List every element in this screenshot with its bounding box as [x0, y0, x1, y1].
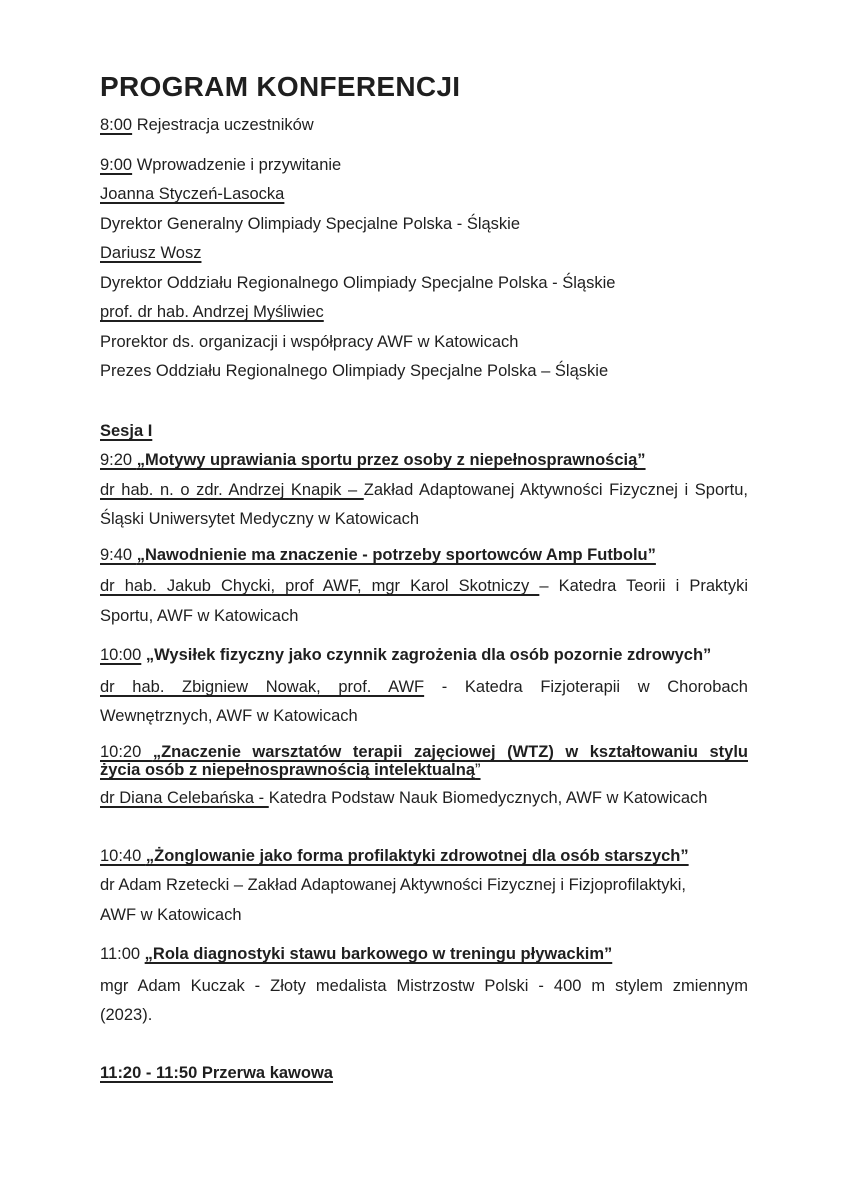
speaker-role-mysliwiec-2 — [100, 357, 748, 387]
text-run: Joanna Styczeń-Lasocka — [100, 185, 285, 203]
text-run: 9:20 — [100, 451, 137, 469]
text-run: Sportu, AWF w Katowicach — [100, 606, 299, 625]
text-run: dr Diana Celebańska - — [100, 789, 269, 807]
talk-1040-speaker — [100, 871, 748, 901]
talk-1000-title — [100, 641, 748, 671]
talk-1040-title — [100, 842, 748, 872]
talk-1040-speaker-cont — [100, 901, 748, 931]
text-run: Dariusz Wosz — [100, 244, 202, 262]
text-run: „Wysiłek fizyczny jako czynnik zagrożenia dla osób pozornie zdrowych” — [145, 646, 712, 664]
text-run: „Znaczenie warsztatów terapii zajęciowej (WTZ) w kształtowaniu stylu — [152, 742, 748, 761]
talk-1100-speaker-cont — [100, 1001, 748, 1031]
speaker-name-wosz — [100, 239, 748, 269]
text-run: 10:40 — [100, 846, 146, 865]
text-run: Śląski Uniwersytet Medyczny w Katowicach — [100, 510, 420, 528]
text-run: dr hab. Zbigniew Nowak, prof. AWF — [100, 677, 425, 696]
text-run: prof. dr hab. Andrzej Myśliwiec — [100, 303, 324, 321]
text-run: Zakład Adaptowanej Aktywności Fizycznej i Sportu, — [363, 480, 748, 499]
text-run: (2023). — [100, 1006, 153, 1024]
text-run: AWF w Katowicach — [100, 905, 242, 924]
text-run: dr hab. Jakub Chycki, prof AWF, mgr Karol Skotniczy — [100, 577, 540, 595]
text-run: Wewnętrznych, AWF w Katowicach — [100, 707, 358, 725]
text-run: „Żonglowanie jako forma profilaktyki zdrowotnej dla osób starszych” — [145, 846, 689, 865]
text-run: Prorektor ds. organizacji i współpracy AWF w Katowicach — [100, 332, 519, 351]
text-run: Wprowadzenie i przywitanie — [132, 155, 342, 174]
talk-1020-speaker — [100, 784, 748, 814]
registration-line — [100, 111, 748, 141]
talk-0940-speaker-cont — [100, 602, 748, 632]
talk-0920-title — [100, 446, 748, 476]
text-run: życia osób z niepełnosprawnością intelektualną — [100, 761, 476, 779]
text-run: 11:00 — [100, 945, 145, 963]
speaker-role-styczen-lasocka — [100, 210, 748, 240]
talk-0920-speaker-cont — [100, 505, 748, 535]
opening-line — [100, 151, 748, 181]
speaker-name-mysliwiec — [100, 298, 748, 328]
text-run: 11:20 - 11:50 Przerwa kawowa — [100, 1063, 333, 1082]
speaker-name-styczen-lasocka — [100, 180, 748, 210]
text-run: - Katedra Fizjoterapii w Chorobach — [424, 677, 748, 696]
talk-0940-title — [100, 541, 748, 571]
conference-program-title: PROGRAM KONFERENCJI — [100, 71, 461, 102]
speaker-role-wosz — [100, 269, 748, 299]
text-run: Dyrektor Oddziału Regionalnego Olimpiady Specjalne Polska - Śląskie — [100, 273, 616, 292]
text-run: „Motywy uprawiania sportu przez osoby z niepełnosprawnością” — [136, 451, 646, 469]
text-run: 10:00 — [100, 646, 142, 664]
text-run: Rejestracja uczestników — [132, 116, 314, 134]
talk-1000-speaker-cont — [100, 702, 748, 732]
document-body — [100, 111, 748, 1088]
text-run: – Katedra Teorii i Praktyki — [539, 577, 749, 595]
text-run: mgr Adam Kuczak - Złoty medalista Mistrzostw Polski - 400 m stylem zmiennym — [100, 976, 748, 995]
text-run: Prezes Oddziału Regionalnego Olimpiady Specjalne Polska – Śląskie — [100, 362, 609, 380]
talk-1100-title — [100, 940, 748, 970]
text-run: Sesja I — [100, 421, 153, 440]
text-run: 10:20 — [100, 742, 153, 761]
text-run: Dyrektor Generalny Olimpiady Specjalne Polska - Śląskie — [100, 214, 521, 233]
text-run: 8:00 — [100, 116, 133, 134]
speaker-role-mysliwiec-1 — [100, 328, 748, 358]
text-run: dr Adam Rzetecki – Zakład Adaptowanej Aktywności Fizycznej i Fizjoprofilaktyki, — [100, 876, 686, 894]
text-run: ” — [475, 761, 481, 779]
text-run: 9:00 — [100, 155, 133, 174]
text-run: „Rola diagnostyki stawu barkowego w treningu pływackim” — [144, 945, 613, 963]
talk-1100-speaker — [100, 972, 748, 1002]
talk-0940-speaker — [100, 572, 748, 602]
talk-1000-speaker — [100, 673, 748, 703]
coffee-break-line — [100, 1059, 748, 1089]
session-1-heading — [100, 417, 748, 447]
text-run: 9:40 — [100, 545, 137, 564]
talk-0920-speaker — [100, 476, 748, 506]
text-run: „Nawodnienie ma znaczenie - potrzeby sportowców Amp Futbolu” — [136, 545, 656, 564]
text-run: dr hab. n. o zdr. Andrzej Knapik – — [100, 480, 364, 499]
text-run: Katedra Podstaw Nauk Biomedycznych, AWF w Katowicach — [268, 789, 708, 807]
